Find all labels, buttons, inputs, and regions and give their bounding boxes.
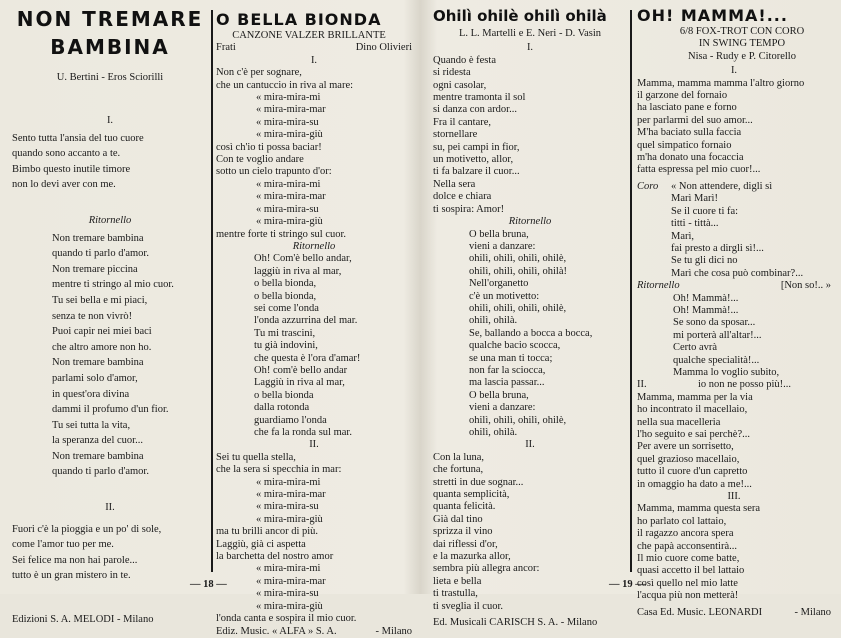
lyric-line: « mira-mira-mi: [256, 92, 321, 104]
lyric-line: Sento tutta l'ansia del tuo cuore: [12, 132, 144, 144]
refrain-last-row: [637, 379, 831, 391]
lyric-line: dalla rotonda: [254, 402, 310, 414]
publisher-credit: Edizioni S. A. MELODI - Milano: [12, 614, 154, 626]
author-left: Frati: [216, 42, 236, 54]
lyric-line: sprizza il vino: [433, 526, 493, 538]
lyric-line: « mira-mira-giù: [256, 513, 323, 525]
lyric-line: Marì che cosa può combinar?...: [671, 267, 804, 279]
lyric-line: c'è un motivetto:: [469, 290, 540, 302]
lyric-line: Mamma, mamma per la via: [637, 391, 753, 403]
verse-number: II.: [637, 379, 647, 391]
lyric-line: Laggiù, già ci aspetta: [216, 538, 306, 550]
lyric-line: « mira-mira-mar: [256, 191, 326, 203]
publisher-credit: Ed. Musicali CARISCH S. A. - Milano: [433, 617, 598, 629]
lyric-line: che papà acconsentirà...: [637, 540, 737, 552]
lyric-line: così ch'io ti possa baciar!: [216, 141, 322, 153]
verse-number: I.: [730, 65, 738, 77]
lyric-line: come l'amor tuo per me.: [12, 539, 114, 551]
lyric-line: Il mio cuore come batte,: [637, 553, 740, 565]
lyric-line: Nell'organetto: [469, 278, 529, 290]
lyric-line: sei come l'onda: [254, 302, 319, 314]
lyric-line: Marì Marì!: [671, 193, 718, 205]
lyric-line: parlami solo d'amor,: [52, 372, 138, 384]
lyric-line: quanta felicità.: [433, 501, 496, 513]
lyric-line: laggiù in riva al mar,: [254, 265, 342, 277]
lyric-line: mentre forte ti stringo sul cuor.: [216, 228, 347, 240]
lyric-line: Oh! Com'è bello andar,: [254, 253, 352, 265]
lyric-line: Sei felice ma non hai parole...: [12, 554, 138, 566]
right-page: [421, 0, 841, 629]
lyric-line: ha lasciato pane e forno: [637, 102, 737, 114]
refrain-label: Ritornello: [88, 214, 132, 226]
verse-number: II.: [309, 439, 319, 451]
lyric-line: stretti in due sognar...: [433, 476, 524, 488]
lyric-line: « mira-mira-mi: [256, 178, 321, 190]
author-right: Dino Olivieri: [355, 42, 412, 54]
lyric-line: Non tremare bambina: [52, 232, 144, 244]
coro-lines: [671, 181, 803, 280]
lyric-line: dammi il profumo d'un fior.: [52, 404, 169, 416]
lyric-line: ohilì, ohilì, ohilì, ohilà!: [469, 265, 567, 277]
lyric-line: « mira-mira-su: [256, 116, 319, 128]
lyric-line: tutto il cuore d'un capretto: [637, 466, 748, 478]
lyric-line: Se tu gli dici no: [671, 255, 738, 267]
lyric-line: Con la luna,: [433, 451, 485, 463]
lyric-line: lieta e bella: [433, 575, 482, 587]
refrain-header: [637, 280, 831, 292]
song-oh-mamma: [637, 6, 831, 619]
lyric-line: l'onda azzurrina del mar.: [254, 315, 358, 327]
refrain-label: Ritornello: [292, 240, 336, 252]
lyric-line: che un cantuccio in riva al mare:: [216, 79, 354, 91]
verse-number: II.: [525, 439, 535, 451]
page-number: — 18 —: [190, 579, 227, 590]
lyric-line: ohilì, ohilà.: [469, 315, 518, 327]
song-authors: Nisa - Rudy e P. Citorello: [688, 50, 796, 62]
refrain-label: Ritornello: [508, 216, 552, 228]
lyric-line: quanta semplicità,: [433, 489, 510, 501]
lyric-line: così quello nel mio latte: [637, 577, 738, 589]
song-title: O BELLA BIONDA: [216, 10, 382, 29]
song-title-line1: NON TREMARE: [16, 7, 204, 31]
verse-2: [433, 452, 627, 613]
publisher-city: - Milano: [794, 606, 831, 618]
publisher-city: - Milano: [375, 625, 412, 637]
lyric-line: un motivetto, allor,: [433, 154, 514, 166]
lyric-line: vieni a danzare:: [469, 240, 536, 252]
lyric-line: « mira-mira-giù: [256, 129, 323, 141]
lyric-line: ti sveglia il cuor.: [433, 600, 503, 612]
lyric-line: « mira-mira-su: [256, 588, 319, 600]
verse-1: [216, 67, 412, 241]
refrain: [637, 293, 831, 380]
lyric-line: Sei tu quella stella,: [216, 451, 296, 463]
lyric-line: il ragazzo ancora spera: [637, 528, 734, 540]
lyric-line: ma tu brilli ancor di più.: [216, 526, 319, 538]
lyric-line: « mira-mira-mar: [256, 104, 326, 116]
lyric-line: Non tremare bambina: [52, 450, 144, 462]
lyric-line: vieni a danzare:: [469, 402, 536, 414]
lyric-line: che questa è l'ora d'amar!: [254, 352, 361, 364]
lyric-line: « mira-mira-mar: [256, 575, 326, 587]
lyric-line: « mira-mira-giù: [256, 216, 323, 228]
lyric-line: nella sua macelleria: [637, 416, 721, 428]
lyric-line: quando ti parlo d'amor.: [52, 466, 149, 478]
lyric-line: fai presto a dirgli sì!...: [671, 242, 764, 254]
lyric-line: mentre tramonta il sol: [433, 92, 526, 104]
verse-2: [637, 392, 831, 491]
lyric-line: Non c'è per sognare,: [216, 67, 302, 79]
lyric-line: Mamma lo voglio subito,: [673, 366, 780, 378]
lyric-line: Bimbo questo inutile timore: [12, 163, 131, 175]
refrain: [216, 253, 412, 439]
lyric-line: Puoi capir nei miei baci: [52, 326, 152, 338]
lyric-line: la speranza del cuor...: [52, 435, 143, 447]
lyric-line: Se il cuore ti fa:: [671, 205, 739, 217]
column-divider: [211, 10, 213, 572]
coro-ending: [Non so!.. »: [780, 280, 831, 292]
song-non-tremare-bambina: [12, 6, 208, 625]
verse-3: [637, 503, 831, 602]
lyric-line: guardiamo l'onda: [254, 414, 327, 426]
lyric-line: O bella bruna,: [469, 389, 529, 401]
lyric-line: quando sono accanto a te.: [12, 148, 121, 160]
verse-1: [433, 55, 627, 216]
lyric-line: su, pei campi in fior,: [433, 141, 520, 153]
lyric-line: in omaggio ha dato a me!...: [637, 478, 752, 490]
lyric-line: Con te voglio andare: [216, 154, 304, 166]
lyric-line: tu già indovini,: [254, 340, 318, 352]
lyric-line: che la sera si specchia in mar:: [216, 464, 342, 476]
song-ohili-ohile: [433, 6, 627, 628]
lyric-line: quel grazioso macellaio,: [637, 453, 740, 465]
lyric-line: Se sono da sposar...: [673, 317, 756, 329]
song-authors: L. L. Martelli e E. Neri - D. Vasin: [458, 28, 602, 39]
lyric-line: Oh! Mammà!...: [673, 292, 739, 304]
lyric-line: o bella bionda,: [254, 278, 317, 290]
lyric-line: il garzone del fornaio: [637, 90, 728, 102]
refrain-label: Ritornello: [637, 280, 680, 292]
lyric-line: quel simpatico fornaio: [637, 139, 732, 151]
lyric-line: dolce e chiara: [433, 191, 492, 203]
lyric-line: Fuori c'è la pioggia e un po' di sole,: [12, 523, 162, 535]
song-subtitle: 6/8 FOX-TROT CON CORO: [679, 26, 805, 37]
publisher-credit: [637, 607, 831, 619]
lyric-line: Mamma, mamma questa sera: [637, 503, 761, 515]
lyric-line: qualche bacio scocca,: [469, 340, 561, 352]
lyric-line: Per avere un sorrisetto,: [637, 441, 734, 453]
lyric-line: Laggiù in riva al mar,: [254, 377, 345, 389]
lyric-line: l'ho seguito e sai perchè?...: [637, 429, 750, 440]
lyric-line: che fa la ronda sul mar.: [254, 427, 352, 438]
lyric-line: O bella bruna,: [469, 228, 529, 240]
lyric-line: ohilì, ohilà.: [469, 427, 518, 438]
lyric-line: stornellare: [433, 129, 478, 141]
lyric-line: mentre ti stringo al mio cuor.: [52, 279, 174, 291]
lyric-line: Oh! Mammà!...: [673, 304, 739, 316]
lyric-line: fatta espressa pel mio cuor!...: [637, 164, 761, 176]
lyric-line: quando ti parlo d'amor.: [52, 248, 149, 260]
lyric-line: non far la sciocca,: [469, 364, 546, 376]
lyric-line: o bella bionda: [254, 389, 314, 401]
verse-2: [216, 452, 412, 626]
lyric-line: Non tremare piccina: [52, 263, 138, 275]
song-subtitle: CANZONE VALZER BRILLANTE: [232, 30, 386, 41]
verse-1: [12, 131, 208, 193]
lyric-line: sotto un cielo trapunto d'or:: [216, 166, 332, 178]
lyric-line: Se, ballando a bocca a bocca,: [469, 327, 593, 339]
lyric-line: l'onda canta e sospira il mio cuor.: [216, 613, 357, 625]
lyric-line: Mamma, mamma mamma l'altro giorno: [637, 77, 805, 89]
lyric-line: per parlarmi del suo amor...: [637, 114, 753, 126]
lyric-line: Nella sera: [433, 178, 476, 190]
coro-label: Coro: [637, 180, 659, 192]
song-authors: U. Bertini - Eros Sciorilli: [56, 72, 164, 83]
lyric-line: ti trastulla,: [433, 588, 478, 600]
lyric-line: senza te non vivrò!: [52, 310, 133, 322]
lyric-line: Tu mi trascini,: [254, 327, 316, 339]
lyric-line: io non ne posso più!...: [697, 379, 791, 391]
song-authors: [216, 42, 412, 54]
verse-number: III.: [727, 491, 741, 503]
lyric-line: Quando è festa: [433, 54, 496, 66]
publisher-credit: [216, 626, 412, 638]
lyric-line: ohilì, ohilì, ohilì, ohilè,: [469, 253, 567, 265]
lyric-line: si ridesta: [433, 67, 471, 79]
verse-number: II.: [105, 502, 115, 514]
verse-1: [637, 78, 831, 177]
lyric-line: Fra il cantare,: [433, 116, 492, 128]
lyric-line: titti - tittà...: [671, 218, 719, 230]
lyric-line: non lo devi aver con me.: [12, 179, 116, 191]
lyric-line: ho parlato col lattaio,: [637, 515, 727, 527]
verse-number: I.: [106, 115, 114, 126]
lyric-line: « mira-mira-su: [256, 501, 319, 513]
verse-2: [12, 522, 208, 584]
lyric-line: « mira-mira-mi: [256, 563, 321, 575]
lyric-line: ohilì, ohilì, ohilì, ohilè,: [469, 302, 567, 314]
lyric-line: « mira-mira-mar: [256, 489, 326, 501]
column-divider: [630, 10, 632, 572]
lyric-line: se una man ti tocca;: [469, 352, 553, 364]
publisher-name: Ediz. Music. « ALFA » S. A.: [216, 625, 337, 637]
lyric-line: sembra più allegra ancor:: [433, 563, 540, 575]
verse-number: I.: [526, 42, 534, 54]
lyric-line: ogni casolar,: [433, 79, 487, 91]
song-title-line2: BAMBINA: [50, 35, 170, 59]
lyric-line: Non tremare bambina: [52, 357, 144, 369]
verse-number: I.: [310, 54, 318, 66]
lyric-line: ho incontrato il macellaio,: [637, 404, 748, 416]
lyric-line: Marì,: [671, 230, 695, 242]
lyric-line: o bella bionda,: [254, 290, 317, 302]
refrain: [12, 231, 208, 481]
lyric-line: ma lascia passar...: [469, 377, 545, 389]
lyric-line: l'acqua più non metterà!: [637, 590, 739, 602]
lyric-line: ohilì, ohilì, ohilì, ohilè,: [469, 414, 567, 426]
left-page: [0, 0, 420, 637]
song-subtitle: IN SWING TEMPO: [698, 38, 786, 50]
lyric-line: che fortuna,: [433, 464, 484, 476]
lyric-line: « Non attendere, digli sì: [671, 180, 773, 192]
lyric-line: che altro amore non ho.: [52, 341, 152, 353]
song-title: Ohilì ohilè ohilì ohilà: [433, 7, 607, 25]
song-title: OH! MAMMA!...: [637, 6, 788, 25]
song-o-bella-bionda: [216, 6, 412, 638]
publisher-name: Casa Ed. Music. LEONARDI: [637, 606, 763, 618]
lyric-line: e la mazurka allor,: [433, 551, 511, 563]
lyric-line: ti sospira: Amor!: [433, 203, 505, 215]
lyric-line: la barchetta del nostro amor: [216, 551, 334, 563]
lyric-line: ti fa balzare il cuor...: [433, 166, 520, 178]
lyric-line: « mira-mira-su: [256, 203, 319, 215]
lyric-line: m'ha donato una focaccia: [637, 152, 744, 164]
coro-section: [637, 181, 831, 280]
lyric-line: in quest'ora divina: [52, 388, 130, 400]
lyric-line: Oh! com'è bello andar: [254, 364, 348, 376]
refrain: [433, 229, 627, 440]
lyric-line: Già dal tino: [433, 513, 483, 525]
lyric-line: Certo avrà: [673, 342, 718, 354]
lyric-line: Tu sei tutta la vita,: [52, 419, 131, 431]
lyric-line: tutto è un gran mistero in te.: [12, 570, 131, 582]
lyric-line: quasi accetto il bel lattaio: [637, 565, 745, 577]
lyric-line: si danza con ardor...: [433, 104, 517, 116]
lyric-line: Tu sei bella e mi piaci,: [52, 294, 148, 306]
lyric-line: dai riflessi d'or,: [433, 538, 498, 550]
lyric-line: « mira-mira-mi: [256, 476, 321, 488]
lyric-line: « mira-mira-giù: [256, 600, 323, 612]
lyric-line: M'ha baciato sulla faccia: [637, 127, 742, 139]
lyric-line: qualche specialità!...: [673, 354, 760, 366]
lyric-line: mi porterà all'altar!...: [673, 329, 762, 341]
page-number: — 19 —: [609, 579, 646, 590]
